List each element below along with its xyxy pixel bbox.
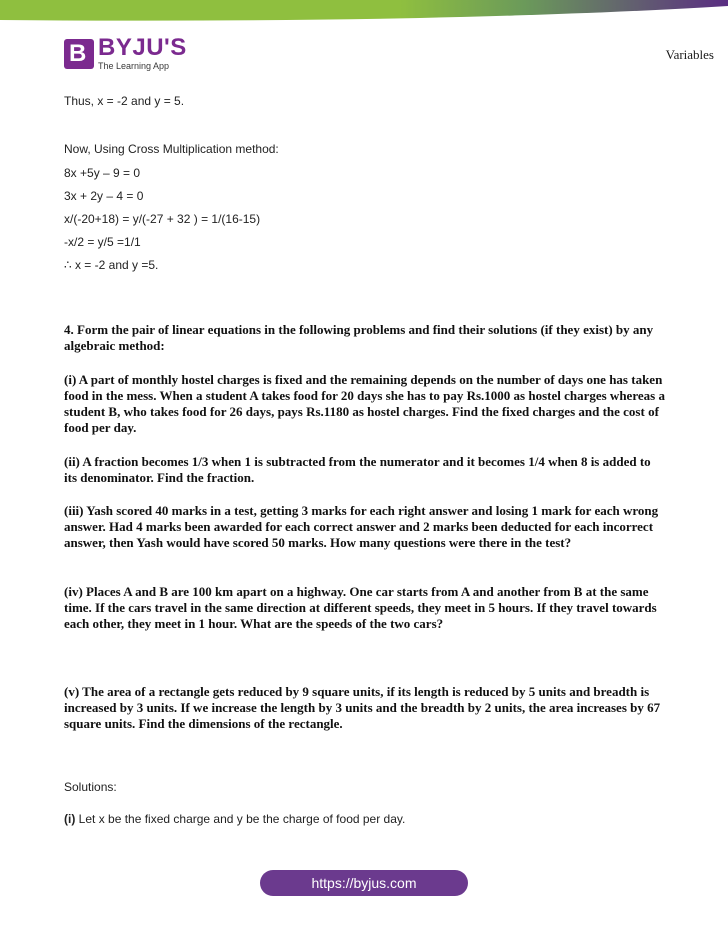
question-part-text: (iv) Places A and B are 100 km apart on a highway. One car starts from A and another from B at the same time. If the cars travel in the same direction at different speeds, they meet in 5 hours. If they travel towards each other, they meet in 1 hour. What are the speeds of the two cars? [64,584,657,631]
solution-part-text: Let x be the fixed charge and y be the charge of food per day. [78,812,406,826]
question-intro-text: 4. Form the pair of linear equations in the following problems and find their solutions (if they exist) by any algebraic method: [64,322,654,353]
question-part [64,684,666,732]
footer-url-link[interactable]: https://byjus.com [260,870,468,896]
solution-line: 3x + 2y – 4 = 0 [64,189,144,203]
solution-first-line [64,812,405,826]
question-part [64,503,666,551]
brand-name: BYJU'S [98,34,187,61]
question-part-text: (v) The area of a rectangle gets reduced by 9 square units, if its length is reduced by 5 units and breadth is increased by 3 units. If we increase the length by 3 units and the breadth by 2 units, the area increases by 67 square units. Find the dimensions of the rectangle. [64,684,661,731]
question-intro [64,322,666,354]
solution-line: x/(-20+18) = y/(-27 + 32 ) = 1/(16-15) [64,212,261,226]
top-decorative-band [0,0,728,26]
question-part [64,372,666,436]
question-part [64,584,666,632]
solution-part-label: (i) [64,812,76,826]
question-part-text: (iii) Yash scored 40 marks in a test, getting 3 marks for each right answer and losing 1 mark for each wrong answer. Had 4 marks been awarded for each correct answer and 2 marks been deducted for each incorrect answer, then Yash would have scored 50 marks. How many questions were there in the test? [64,503,659,550]
logo-mark-icon [64,39,94,69]
byjus-logo [64,36,187,71]
solution-line: Thus, x = -2 and y = 5. [64,94,185,108]
logo-letter: B [69,39,87,67]
solution-line: 8x +5y – 9 = 0 [64,166,141,180]
solutions-heading: Solutions: [64,780,117,794]
brand-tagline: The Learning App [98,61,170,71]
solution-line: -x/2 = y/5 =1/1 [64,235,141,249]
question-part-text: (i) A part of monthly hostel charges is fixed and the remaining depends on the number of days one has taken food in the mess. When a student A takes food for 20 days she has to pay Rs.1000 as hostel charges whereas a student B, who takes food for 26 days, pays Rs.1180 as hostel charges. Find the fixed charges and the cost of food per day. [64,372,665,435]
logo-text [98,36,187,71]
chapter-title: Variables [665,47,714,62]
solution-line: Now, Using Cross Multiplication method: [64,142,279,156]
question-part [64,454,666,486]
question-part-text: (ii) A fraction becomes 1/3 when 1 is subtracted from the numerator and it becomes 1/4 when 8 is added to its denominator. Find the fraction. [64,454,651,485]
solution-line: ∴ x = -2 and y =5. [64,258,159,272]
